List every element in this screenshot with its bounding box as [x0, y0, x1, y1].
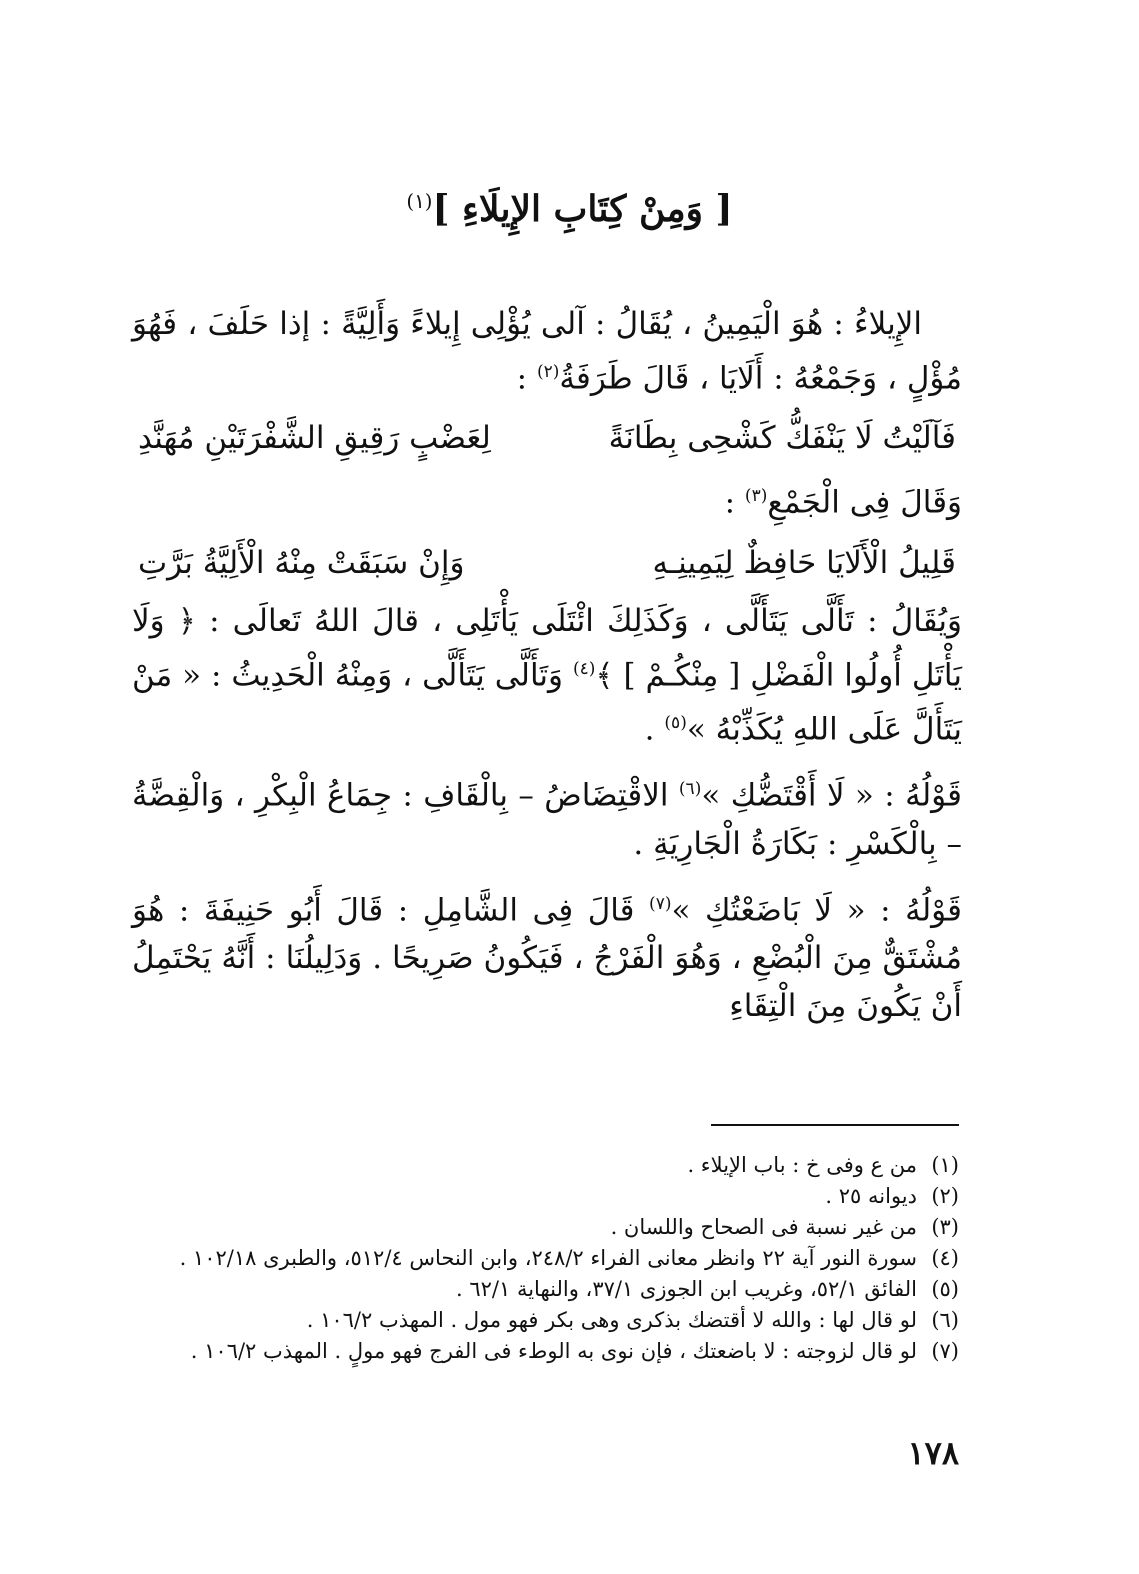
body-text: [132, 300, 962, 1042]
footnotes: [159, 1150, 959, 1367]
verse-2: [132, 539, 962, 587]
verse-1: [132, 414, 962, 462]
paragraph-text: وَيُقَالُ : تَأَلَّى يَتَأَلَّى ، وَكَذَلِكَ ائْتَلَى يَأْتَلِى ، قالَ اللهُ تَعالَى : ﴿ وَلَا يَأْتَلِ أُولُوا الْفَضْلِ [ مِنْكُـمْ ] ﴾: [132, 602, 962, 693]
footnote-text: الفائق ٥٢/١، وغريب ابن الجوزى ٣٧/١، والنهاية ٦٢/١ .: [456, 1277, 917, 1301]
paragraph-text: الإِيلاءُ : هُوَ الْيَمِينُ ، يُقَالُ : آلى يُؤْلِى إِيلاءً وَأَلِيَّةً : إذا حَلَفَ ، فَهُوَ مُؤْلٍ ، وَجَمْعُهُ : أَلَايَا ، قَالَ طَرَفَةُ: [132, 306, 962, 397]
footnote-ref: (٧): [649, 893, 672, 914]
footnote-number: (٧): [931, 1339, 959, 1363]
footnote-ref: (١): [406, 190, 433, 213]
footnote-number: (٢): [931, 1184, 959, 1208]
paragraph-text: وَتَأَلَّى يَتَأَلَّى ، وَمِنْهُ الْحَدِيثُ : « مَنْ يَتَأَلَّ عَلَى اللهِ يُكَذِّبْهُ »: [132, 656, 962, 748]
paragraph-text: قَالَ فِى الشَّامِلِ : قَالَ أَبُو حَنِيفَةَ : هُوَ مُشْتَقٌّ مِنَ الْبُضْعِ ، وَهُوَ الْفَرْجُ ، فَيَكُونُ صَرِيحًا . وَدَلِيلُنَا : أَنَّهُ يَحْتَمِلُ أَنْ يَكُونَ مِنَ الْتِقَاءِ: [132, 891, 962, 1024]
footnote-number: (٤): [931, 1246, 959, 1270]
paragraph-2: [132, 472, 962, 526]
paragraph-5: [132, 880, 962, 1030]
page-number: ١٧٨: [907, 1434, 959, 1472]
footnote-text: من ع وفى خ : باب الإيلاء .: [687, 1153, 917, 1177]
footnote: [159, 1243, 959, 1274]
footnote-text: ديوانه ٢٥ .: [825, 1184, 917, 1208]
verse-hemistich-first: فَآلَيْتُ لَا يَنْفَكُّ كَشْحِى بِطَانَةً: [608, 420, 956, 457]
paragraph-text: :: [724, 484, 745, 521]
footnote-text: لو قال لزوجته : لا باضعتك ، فإن نوى به الوطء فى الفرج فهو مولٍ . المهذب ١٠٦/٢ .: [190, 1339, 917, 1363]
footnote-separator: [711, 1124, 959, 1126]
verse-hemistich-first: قَلِيلُ الْأَلَايَا حَافِظٌ لِيَمِينِـهِ: [652, 544, 956, 581]
footnote-ref: (٤): [572, 658, 596, 679]
paragraph-text: :: [516, 360, 537, 397]
footnote-number: (٥): [931, 1277, 959, 1301]
footnote-text: من غير نسبة فى الصحاح واللسان .: [610, 1215, 917, 1239]
paragraph-text: الاقْتِضَاضُ – بِالْقَافِ : جِمَاعُ الْبِكْرِ ، وَالْقِضَّةُ – بِالْكَسْرِ : بَكَارَةُ الْجَارِيَةِ .: [132, 777, 962, 862]
footnote: [159, 1305, 959, 1336]
footnote-number: (٦): [931, 1308, 959, 1332]
verse-hemistich-second: لِعَضْبٍ رَقِيقِ الشَّفْرَتَيْنِ مُهَنَّدِ: [138, 420, 491, 457]
footnote-ref: (٥): [664, 712, 687, 733]
verse-hemistich-second: وَإِنْ سَبَقَتْ مِنْهُ الْأَلِيَّةُ بَرَّتِ: [138, 544, 465, 581]
footnote: [159, 1150, 959, 1181]
footnote: [159, 1336, 959, 1367]
footnote-text: لو قال لها : والله لا أقتضك بذكرى وهى بكر فهو مول . المهذب ١٠٦/٢ .: [306, 1308, 917, 1332]
footnote-ref: (٣): [744, 486, 768, 507]
footnote: [159, 1212, 959, 1243]
paragraph-1: [132, 300, 962, 402]
footnote: [159, 1181, 959, 1212]
paragraph-text: .: [644, 711, 665, 748]
paragraph-text: قَوْلُهُ : « لَا بَاضَعْتُكِ »: [671, 891, 962, 928]
chapter-heading: [0, 188, 1139, 230]
paragraph-text: وَقَالَ فِى الْجَمْعِ: [767, 484, 962, 521]
footnote-ref: (٢): [536, 362, 560, 382]
paragraph-text: قَوْلُهُ : « لَا أَقْتَضُّكِ »: [701, 777, 962, 814]
footnote-number: (١): [931, 1153, 959, 1177]
footnote: [159, 1274, 959, 1305]
paragraph-4: [132, 765, 962, 867]
footnote-ref: (٦): [678, 779, 702, 800]
paragraph-3: [132, 597, 962, 754]
footnote-text: سورة النور آية ٢٢ وانظر معانى الفراء ٢٤٨/٢، وابن النحاس ٥١٢/٤، والطبرى ١٠٢/١٨ .: [179, 1246, 917, 1270]
footnote-number: (٣): [931, 1215, 959, 1239]
chapter-heading-text: [ وَمِنْ كِتَابِ الإِيلَاءِ ]: [432, 188, 733, 230]
